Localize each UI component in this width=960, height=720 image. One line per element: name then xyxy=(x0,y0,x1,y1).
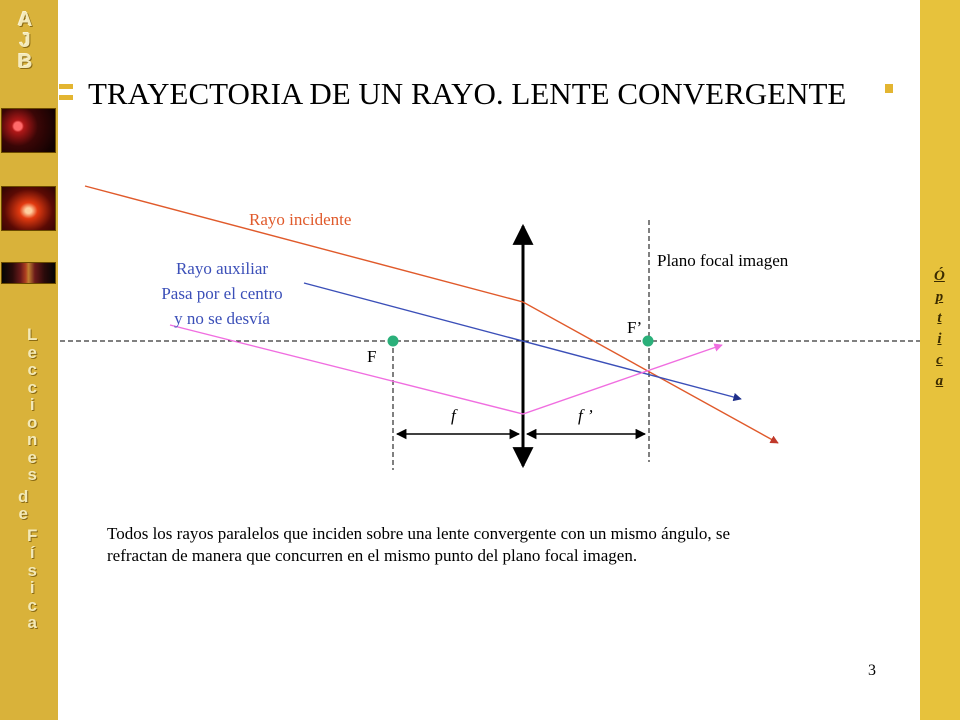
logo-letter-j: J xyxy=(19,30,31,52)
object-focus-point xyxy=(388,336,399,347)
logo-letter-a: A xyxy=(18,9,33,31)
sidebar-letter: e xyxy=(18,504,28,523)
image-focus-label: F’ xyxy=(627,318,643,337)
aux-ray-label-2: Pasa por el centro xyxy=(161,284,283,303)
sidebar-letter: i xyxy=(29,395,35,414)
sidebar-letter: s xyxy=(27,560,37,580)
sidebar-letter: o xyxy=(27,412,38,432)
sidebar-letter: a xyxy=(27,613,37,632)
logo-letter-b: B xyxy=(18,51,33,73)
f-label: f xyxy=(451,406,456,425)
caption-line-2: refractan de manera que concurren en el mismo punto del plano focal imagen. xyxy=(107,546,638,565)
optica-letter: a xyxy=(935,373,944,389)
incident-ray-label: Rayo incidente xyxy=(249,210,352,229)
optica-letter: p xyxy=(935,289,944,305)
sidebar-letter: í xyxy=(29,543,35,562)
sidebar-letter: c xyxy=(27,377,37,397)
sidebar-letter: d xyxy=(18,486,29,506)
optica-letter: t xyxy=(937,310,942,326)
sidebar-letter: e xyxy=(27,447,37,467)
sidebar-letter: s xyxy=(27,465,37,484)
optica-letter: Ó xyxy=(934,268,945,284)
caption-line-1: Todos los rayos paralelos que inciden sobre una lente convergente con un mismo ángulo, se xyxy=(107,524,731,543)
sidebar-letter: c xyxy=(27,360,37,379)
sidebar-letter: n xyxy=(27,430,38,449)
aux-ray-label-3: y no se desvía xyxy=(174,309,270,328)
focal-plane-label: Plano focal imagen xyxy=(657,251,789,270)
optica-letter: i xyxy=(937,331,942,347)
sidebar-letter: L xyxy=(27,325,38,344)
focal-ray xyxy=(170,325,722,414)
sidebar-letter: c xyxy=(27,595,37,615)
explanation-caption xyxy=(107,523,897,567)
page-number: 3 xyxy=(868,662,876,679)
aux-ray-label-1: Rayo auxiliar xyxy=(175,259,269,278)
sidebar-letter: i xyxy=(29,578,35,597)
sidebar-letter: e xyxy=(27,342,37,362)
image-focus-point xyxy=(643,336,654,347)
sidebar-letter: F xyxy=(27,525,38,545)
page-title: TRAYECTORIA DE UN RAYO. LENTE CONVERGENTE xyxy=(88,76,847,111)
optica-letter: c xyxy=(936,352,943,368)
f-prime-label: f ’ xyxy=(578,406,593,425)
object-focus-label: F xyxy=(367,347,377,366)
